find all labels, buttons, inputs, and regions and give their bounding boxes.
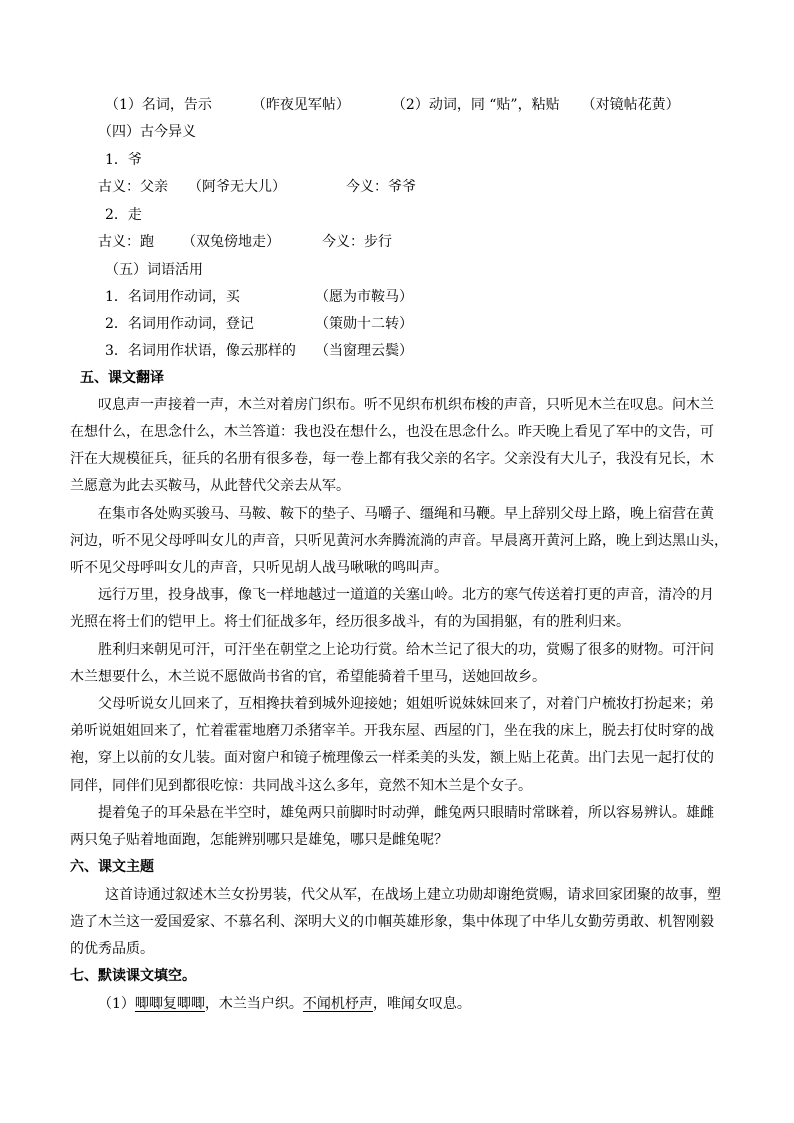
theme-line: 的优秀品质。 bbox=[70, 941, 154, 957]
theme-line: 造了木兰这一爱国爱家、不慕名利、深明大义的巾帼英雄形象，集中体现了中华儿女勤劳勇敢、机智刚毅 bbox=[70, 914, 714, 930]
huoyong-item-1: 1．名词用作动词，买 bbox=[105, 289, 240, 305]
recite-heading: 七、默读课文填空。 bbox=[70, 968, 196, 984]
translation-line: 远行万里，投身战事，像飞一样地越过一道道的关塞山岭。北方的寒气传送着打更的声音，清冷的月 bbox=[98, 587, 714, 603]
translation-line: 河边，听不见父母呼叫女儿的声音，只听见黄河水奔腾流淌的声音。早晨离开黄河上路，晚上到达黑山头， bbox=[70, 533, 728, 549]
meaning-2-example: （对镜帖花黄） bbox=[581, 97, 680, 113]
word-2-example: （双兔傍地走） bbox=[182, 234, 280, 250]
translation-heading: 五、课文翻译 bbox=[80, 370, 164, 386]
translation-line: 叹息声一声接着一声，木兰对着房门织布。听不见织布机织布梭的声音，只听见木兰在叹息。问木兰 bbox=[98, 397, 714, 413]
translation-line: 弟听说姐姐回来了，忙着霍霍地磨刀杀猪宰羊。开我东屋、西屋的门，坐在我的床上，脱去打仗时穿的战 bbox=[70, 723, 714, 739]
translation-line: 在想什么，在思念什么，木兰答道：我也没在想什么，也没在思念什么。昨天晚上看见了军中的文告，可 bbox=[70, 424, 714, 440]
meaning-1-example: （昨夜见军帖） bbox=[251, 97, 350, 113]
word-1-old: 古义：父亲 bbox=[98, 179, 168, 195]
word-2-new: 今义：步行 bbox=[322, 234, 392, 250]
huoyong-heading: （五）词语活用 bbox=[105, 262, 203, 278]
translation-line: 听不见父母呼叫女儿的声音，只听见胡人战马啾啾的鸣叫声。 bbox=[70, 560, 448, 576]
translation-line: 汗在大规模征兵，征兵的名册有很多卷，每一卷上都有我父亲的名字。父亲没有大儿子，我没有兄长，木 bbox=[70, 451, 714, 467]
word-2-meanings bbox=[98, 232, 392, 252]
translation-line: 父母听说女儿回来了，互相搀扶着到城外迎接她；姐姐听说妹妹回来了，对着门户梳妆打扮起来；弟 bbox=[98, 696, 714, 712]
theme-heading: 六、课文主题 bbox=[70, 859, 154, 875]
huoyong-item-2-example: （策勋十二转） bbox=[315, 316, 413, 332]
gujin-heading: （四）古今异义 bbox=[98, 124, 196, 140]
word-1-new: 今义：爷爷 bbox=[346, 179, 416, 195]
word-2-title: 2．走 bbox=[105, 207, 142, 223]
blank-answer-1: 唧唧复唧唧 bbox=[134, 996, 205, 1012]
translation-line: 同伴，同伴们见到都很吃惊：共同战斗这么多年，竟然不知木兰是个女子。 bbox=[70, 778, 532, 794]
huoyong-item-2: 2．名词用作动词，登记 bbox=[105, 316, 254, 332]
theme-line: 这首诗通过叙述木兰女扮男装，代父从军，在战场上建立功勋却谢绝赏赐，请求回家团聚的故事，塑 bbox=[105, 887, 721, 903]
word-1-example: （阿爷无大儿） bbox=[188, 179, 286, 195]
huoyong-item-3: 3．名词用作状语，像云那样的 bbox=[105, 343, 296, 359]
word-2-old: 古义：跑 bbox=[98, 234, 154, 250]
huoyong-item-1-example: （愿为市鞍马） bbox=[315, 289, 413, 305]
question-text: ，木兰当户织。 bbox=[204, 996, 303, 1012]
meaning-2: （2）动词，同 “贴”，粘贴 bbox=[391, 97, 560, 113]
huoyong-item-3-example: （当窗理云鬓） bbox=[315, 343, 413, 359]
translation-line: 光照在将士们的铠甲上。将士们征战多年，经历很多战斗，有的为国捐躯，有的胜利归来。 bbox=[70, 614, 630, 630]
translation-line: 袍，穿上以前的女儿装。面对窗户和镜子梳理像云一样柔美的头发，额上贴上花黄。出门去见一起打仗的 bbox=[70, 750, 714, 766]
translation-line: 两只兔子贴着地面跑，怎能辨别哪只是雄兔，哪只是雌兔呢？ bbox=[70, 832, 448, 848]
meaning-1: （1）名词，告示 bbox=[105, 97, 212, 113]
translation-line: 兰愿意为此去买鞍马，从此替代父亲去从军。 bbox=[70, 478, 350, 494]
question-number: （1） bbox=[98, 996, 135, 1012]
recite-question-1 bbox=[98, 994, 471, 1014]
word-1-title: 1．爷 bbox=[105, 152, 142, 168]
word-1-meanings bbox=[98, 177, 416, 197]
tie-meanings-line bbox=[105, 95, 680, 115]
translation-line: 提着兔子的耳朵悬在半空时，雄兔两只前脚时时动弹，雌兔两只眼睛时常眯着，所以容易辨认。雄雌 bbox=[98, 805, 714, 821]
translation-line: 在集市各处购买骏马、马鞍、鞍下的垫子、马嚼子、缰绳和马鞭。早上辞别父母上路，晚上宿营在黄 bbox=[98, 506, 714, 522]
question-text-end: ，唯闻女叹息。 bbox=[372, 996, 471, 1012]
translation-line: 胜利归来朝见可汗，可汗坐在朝堂之上论功行赏。给木兰记了很大的功，赏赐了很多的财物。可汗问 bbox=[98, 642, 714, 658]
blank-answer-2: 不闻机杼声 bbox=[302, 996, 373, 1012]
translation-line: 木兰想要什么，木兰说不愿做尚书省的官，希望能骑着千里马，送她回故乡。 bbox=[70, 669, 546, 685]
